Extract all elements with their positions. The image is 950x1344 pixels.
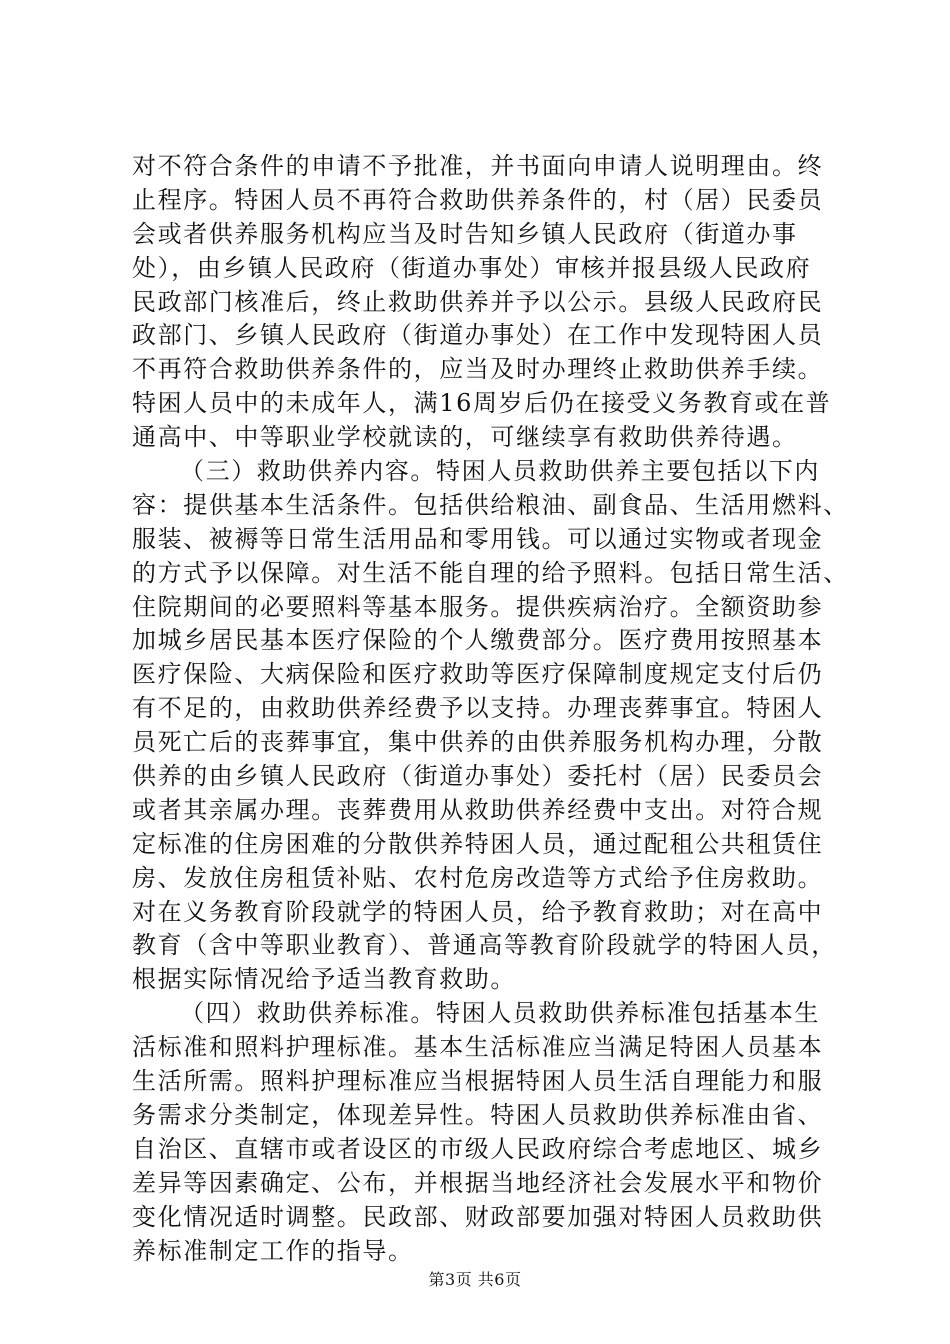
text-line: 房、发放住房租赁补贴、农村危房改造等方式给予住房救助。 bbox=[132, 863, 824, 892]
text-line: 定标准的住房困难的分散供养特困人员，通过配租公共租赁住 bbox=[132, 829, 824, 858]
text-line: 务需求分类制定，体现差异性。特困人员救助供养标准由省、 bbox=[132, 1100, 824, 1129]
text-line: 政部门、乡镇人民政府（街道办事处）在工作中发现特困人员 bbox=[132, 321, 824, 350]
text-line: 对不符合条件的申请不予批准，并书面向申请人说明理由。终 bbox=[132, 152, 824, 180]
text-line: 供养的由乡镇人民政府（街道办事处）委托村（居）民委员会 bbox=[132, 762, 824, 791]
text-line: 变化情况适时调整。民政部、财政部要加强对特困人员救助供 bbox=[132, 1202, 824, 1231]
text-line: 生活所需。照料护理标准应当根据特困人员生活自理能力和服 bbox=[132, 1067, 824, 1096]
body-text bbox=[132, 150, 849, 1268]
page-number-footer: 第3页 共6页 bbox=[428, 1270, 522, 1289]
text-line: 医疗保险、大病保险和医疗救助等医疗保障制度规定支付后仍 bbox=[132, 660, 824, 689]
text-line: 养标准制定工作的指导。 bbox=[132, 1236, 414, 1265]
text-line: 教育（含中等职业教育）、普通高等教育阶段就学的特困人员， bbox=[132, 931, 837, 960]
text-line: 自治区、直辖市或者设区的市级人民政府综合考虑地区、城乡 bbox=[132, 1134, 824, 1163]
text-line: 差异等因素确定、公布，并根据当地经济社会发展水平和物价 bbox=[132, 1168, 824, 1197]
text-line: 不再符合救助供养条件的，应当及时办理终止救助供养手续。 bbox=[132, 355, 824, 384]
text-line: 有不足的，由救助供养经费予以支持。办理丧葬事宜。特困人 bbox=[132, 694, 824, 723]
section-heading-line: （四）救助供养标准。特困人员救助供养标准包括基本生 bbox=[180, 999, 820, 1028]
section-heading-line: （三）救助供养内容。特困人员救助供养主要包括以下内 bbox=[180, 457, 820, 486]
text-line: 员死亡后的丧葬事宜，集中供养的由供养服务机构办理，分散 bbox=[132, 728, 824, 757]
text-line: 民政部门核准后，终止救助供养并予以公示。县级人民政府民 bbox=[132, 287, 824, 316]
text-line: 服装、被褥等日常生活用品和零用钱。可以通过实物或者现金 bbox=[132, 524, 824, 553]
text-line: 通高中、中等职业学校就读的，可继续享有救助供养待遇。 bbox=[132, 423, 798, 452]
text-line: 会或者供养服务机构应当及时告知乡镇人民政府（街道办事 bbox=[132, 219, 798, 248]
text-line: 根据实际情况给予适当教育救助。 bbox=[132, 965, 516, 994]
text-line: 或者其亲属办理。丧葬费用从救助供养经费中支出。对符合规 bbox=[132, 795, 824, 824]
text-line: 加城乡居民基本医疗保险的个人缴费部分。医疗费用按照基本 bbox=[132, 626, 824, 655]
text-line: 的方式予以保障。对生活不能自理的给予照料。包括日常生活、 bbox=[132, 558, 849, 587]
text-line: 对在义务教育阶段就学的特困人员，给予教育救助；对在高中 bbox=[132, 897, 824, 926]
text-line: 止程序。特困人员不再符合救助供养条件的，村（居）民委员 bbox=[132, 185, 824, 214]
text-line: 活标准和照料护理标准。基本生活标准应当满足特困人员基本 bbox=[132, 1033, 824, 1062]
text-line: 处），由乡镇人民政府（街道办事处）审核并报县级人民政府 bbox=[132, 253, 812, 282]
text-line: 容：提供基本生活条件。包括供给粮油、副食品、生活用燃料、 bbox=[132, 490, 849, 519]
text-line: 特困人员中的未成年人，满16周岁后仍在接受义务教育或在普 bbox=[132, 389, 832, 418]
text-line: 住院期间的必要照料等基本服务。提供疾病治疗。全额资助参 bbox=[132, 592, 824, 621]
